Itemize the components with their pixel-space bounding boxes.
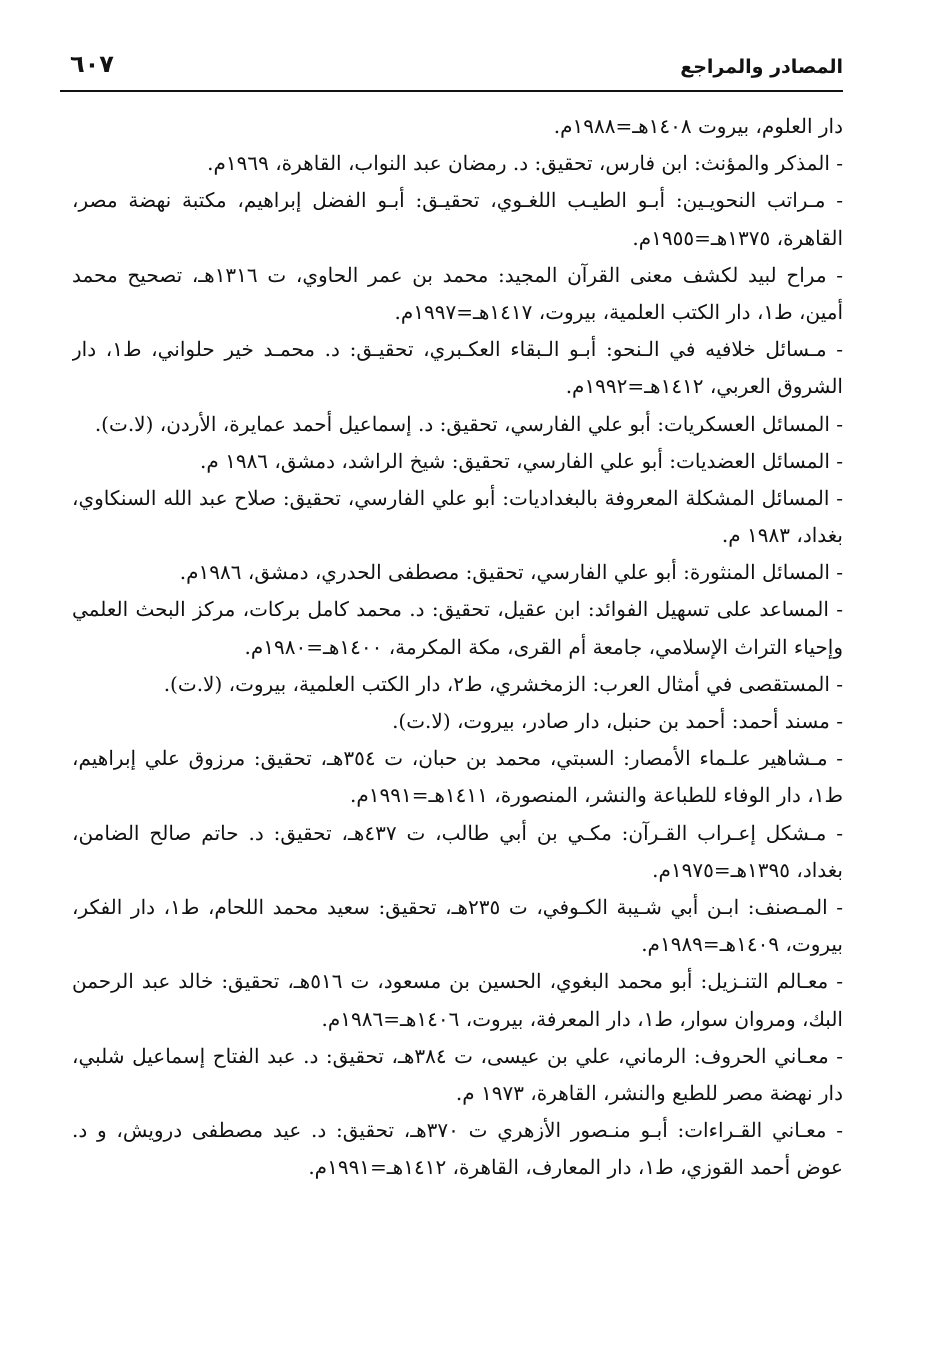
bibliography-line: - المستقصى في أمثال العرب: الزمخشري، ط٢، دار الكتب العلمية، بيروت، (لا.ت). <box>163 671 843 696</box>
bibliography-line: - مـشكل إعـراب القـرآن: مكـي بن أبي طالب، ت ٤٣٧هـ، تحقيق: د. حاتم صالح الضامن، <box>72 820 843 845</box>
bibliography-line: - المساعد على تسهيل الفوائد: ابن عقيل، تحقيق: د. محمد كامل بركات، مركز البحث العلمي <box>72 597 843 622</box>
bibliography-line: بغداد، ١٣٩٥هـ=١٩٧٥م. <box>652 857 843 882</box>
bibliography-line: - مـراتب النحويـين: أبـو الطيـب اللغـوي، تحقيـق: أبـو الفضل إبراهيم، مكتبة نهضة مصر، <box>72 188 843 213</box>
bibliography-line: - المـصنف: ابـن أبي شـيبة الكـوفي، ت ٢٣٥هـ، تحقيق: سعيد محمد اللحام، ط١، دار الفكر، <box>72 894 843 919</box>
bibliography-line: الشروق العربي، ١٤١٢هـ=١٩٩٢م. <box>565 374 843 399</box>
bibliography-line: - مـشاهير علـماء الأمصار: السبتي، محمد بن حبان، ت ٣٥٤هـ، تحقيق: مرزوق علي إبراهيم، <box>72 746 843 771</box>
bibliography-list <box>72 108 843 1186</box>
bibliography-line: - معـالم التنـزيل: أبو محمد البغوي، الحسين بن مسعود، ت ٥١٦هـ، تحقيق: خالد عبد الرحمن <box>72 969 843 994</box>
bibliography-line: - المسائل العسكريات: أبو علي الفارسي، تحقيق: د. إسماعيل أحمد عمايرة، الأردن، (لا.ت). <box>94 411 843 436</box>
bibliography-line: بيروت، ١٤٠٩هـ=١٩٨٩م. <box>641 932 843 957</box>
bibliography-line: - مسند أحمد: أحمد بن حنبل، دار صادر، بيروت، (لا.ت). <box>392 709 843 733</box>
bibliography-line: - المسائل العضديات: أبو علي الفارسي، تحقيق: شيخ الراشد، دمشق، ١٩٨٦ م. <box>199 448 843 473</box>
bibliography-line: عوض أحمد القوزي، ط١، دار المعارف، القاهرة، ١٤١٢هـ=١٩٩١م. <box>308 1155 843 1180</box>
bibliography-line: - مراح لبيد لكشف معنى القرآن المجيد: محمد بن عمر الحاوي، ت ١٣١٦هـ، تصحيح محمد <box>72 262 843 287</box>
bibliography-line: دار العلوم، بيروت ١٤٠٨هـ=١٩٨٨م. <box>553 114 843 138</box>
bibliography-line: البك، ومروان سوار، ط١، دار المعرفة، بيروت، ١٤٠٦هـ=١٩٨٦م. <box>321 1006 843 1031</box>
bibliography-line: أمين، ط١، دار الكتب العلمية، بيروت، ١٤١٧هـ=١٩٩٧م. <box>394 299 843 324</box>
bibliography-line: القاهرة، ١٣٧٥هـ=١٩٥٥م. <box>632 225 843 250</box>
bibliography-line: ط١، دار الوفاء للطباعة والنشر، المنصورة، ١٤١١هـ=١٩٩١م. <box>350 783 843 808</box>
page-number: ٦٠٧ <box>70 50 114 78</box>
bibliography-line: - المسائل المنثورة: أبو علي الفارسي، تحقيق: مصطفى الحدري، دمشق، ١٩٨٦م. <box>179 560 843 585</box>
page-header <box>60 34 843 92</box>
bibliography-line: - المذكر والمؤنث: ابن فارس، تحقيق: د. رمضان عبد النواب، القاهرة، ١٩٦٩م. <box>207 151 843 176</box>
bibliography-line: دار نهضة مصر للطبع والنشر، القاهرة، ١٩٧٣ م. <box>455 1080 843 1105</box>
bibliography-line: وإحياء التراث الإسلامي، جامعة أم القرى، مكة المكرمة، ١٤٠٠هـ=١٩٨٠م. <box>244 634 843 659</box>
bibliography-line: بغداد، ١٩٨٣ م. <box>721 523 843 548</box>
bibliography-line: - معـاني الحروف: الرماني، علي بن عيسى، ت ٣٨٤هـ، تحقيق: د. عبد الفتاح إسماعيل شلبي، <box>72 1043 843 1068</box>
running-title: المصادر والمراجع <box>680 56 843 78</box>
bibliography-line: - معـاني القـراءات: أبـو منـصور الأزهري ت ٣٧٠هـ، تحقيق: د. عيد مصطفى درويش، و د. <box>72 1118 843 1143</box>
bibliography-line: - مـسائل خلافيه في الـنحو: أبـو الـبقاء العكـبري، تحقيـق: د. محمـد خير حلواني، ط١، دار <box>72 337 843 362</box>
bibliography-line: - المسائل المشكلة المعروفة بالبغداديات: أبو علي الفارسي، تحقيق: صلاح عبد الله السنكاوي، <box>72 485 843 510</box>
